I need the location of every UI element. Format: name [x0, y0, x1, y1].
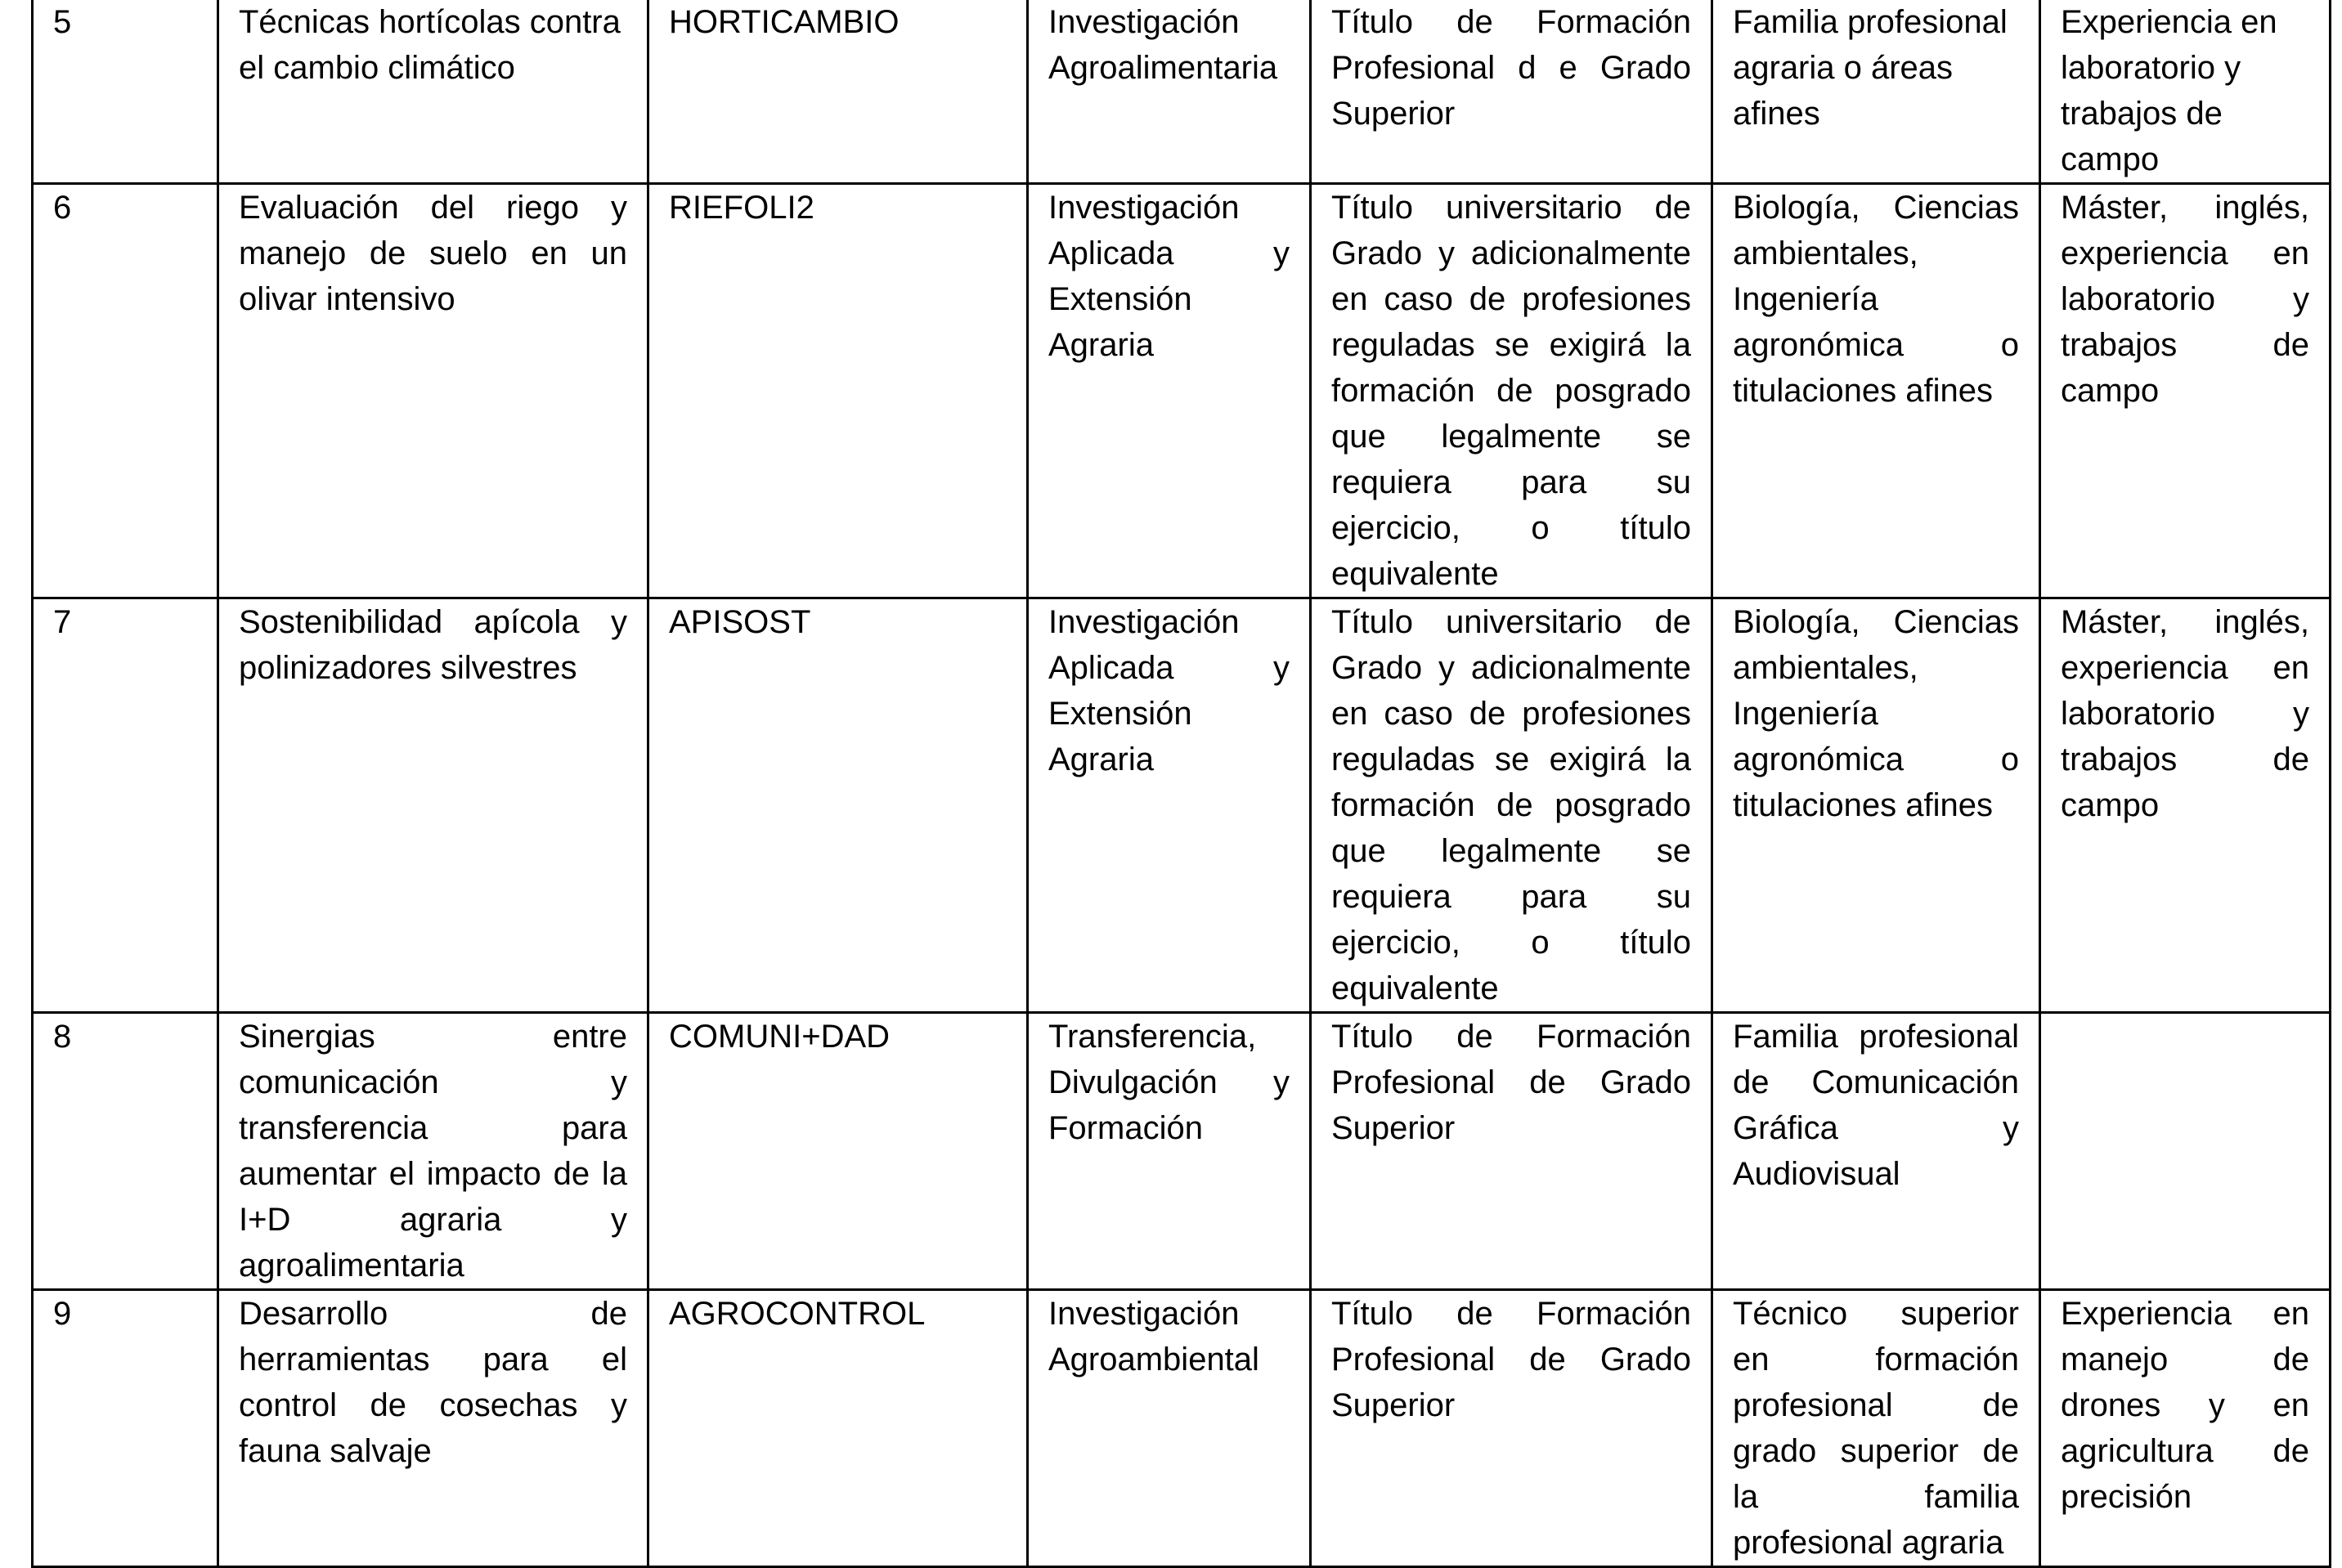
table-row: [33, 1013, 2331, 1290]
specialty: Familia profesional de Comunicación Gráfica y Audiovisual: [1712, 1013, 2040, 1290]
required-degree: Título universitario de Grado y adicionalmente en caso de profesiones reguladas se exigirá la formación de posgrado que legalmente se requiera para su ejercicio, o título equivalente: [1311, 598, 1712, 1013]
specialty: Técnico superior en formación profesional de grado superior de la familia profesional agraria: [1712, 1290, 2040, 1567]
project-code: AGROCONTROL: [648, 1290, 1028, 1567]
required-degree: Título de Formación Profesional d e Grado Superior: [1311, 0, 1712, 184]
project-code: APISOST: [648, 598, 1028, 1013]
project-title: Evaluación del riego y manejo de suelo en un olivar intensivo: [218, 184, 648, 598]
required-degree: Título de Formación Profesional de Grado Superior: [1311, 1290, 1712, 1567]
positions-table: [31, 0, 2331, 1568]
project-code: COMUNI+DAD: [648, 1013, 1028, 1290]
specialty: Biología, Ciencias ambientales, Ingeniería agronómica o titulaciones afines: [1712, 184, 2040, 598]
table-row: [33, 0, 2331, 184]
merits: Experiencia en manejo de drones y en agricultura de precisión: [2040, 1290, 2331, 1567]
table-row: [33, 598, 2331, 1013]
required-degree: Título de Formación Profesional de Grado Superior: [1311, 1013, 1712, 1290]
project-title: Sostenibilidad apícola y polinizadores silvestres: [218, 598, 648, 1013]
row-number: 9: [33, 1290, 218, 1567]
research-area: Investigación Aplicada y Extensión Agraria: [1028, 184, 1311, 598]
research-area: Investigación Aplicada y Extensión Agraria: [1028, 598, 1311, 1013]
row-number: 5: [33, 0, 218, 184]
specialty: Biología, Ciencias ambientales, Ingeniería agronómica o titulaciones afines: [1712, 598, 2040, 1013]
research-area: Investigación Agroalimentaria: [1028, 0, 1311, 184]
research-area: Investigación Agroambiental: [1028, 1290, 1311, 1567]
row-number: 6: [33, 184, 218, 598]
project-title: Desarrollo de herramientas para el control de cosechas y fauna salvaje: [218, 1290, 648, 1567]
merits: [2040, 1013, 2331, 1290]
merits: Máster, inglés, experiencia en laboratorio y trabajos de campo: [2040, 184, 2331, 598]
project-title: Técnicas hortícolas contra el cambio climático: [218, 0, 648, 184]
table-row: [33, 1290, 2331, 1567]
row-number: 8: [33, 1013, 218, 1290]
table-row: [33, 184, 2331, 598]
row-number: 7: [33, 598, 218, 1013]
project-code: RIEFOLI2: [648, 184, 1028, 598]
project-code: HORTICAMBIO: [648, 0, 1028, 184]
merits: Experiencia en laboratorio y trabajos de campo: [2040, 0, 2331, 184]
required-degree: Título universitario de Grado y adicionalmente en caso de profesiones reguladas se exigirá la formación de posgrado que legalmente se requiera para su ejercicio, o título equivalente: [1311, 184, 1712, 598]
research-area: Transferencia, Divulgación y Formación: [1028, 1013, 1311, 1290]
merits: Máster, inglés, experiencia en laboratorio y trabajos de campo: [2040, 598, 2331, 1013]
project-title: Sinergias entre comunicación y transferencia para aumentar el impacto de la I+D agraria y agroalimentaria: [218, 1013, 648, 1290]
specialty: Familia profesional agraria o áreas afines: [1712, 0, 2040, 184]
